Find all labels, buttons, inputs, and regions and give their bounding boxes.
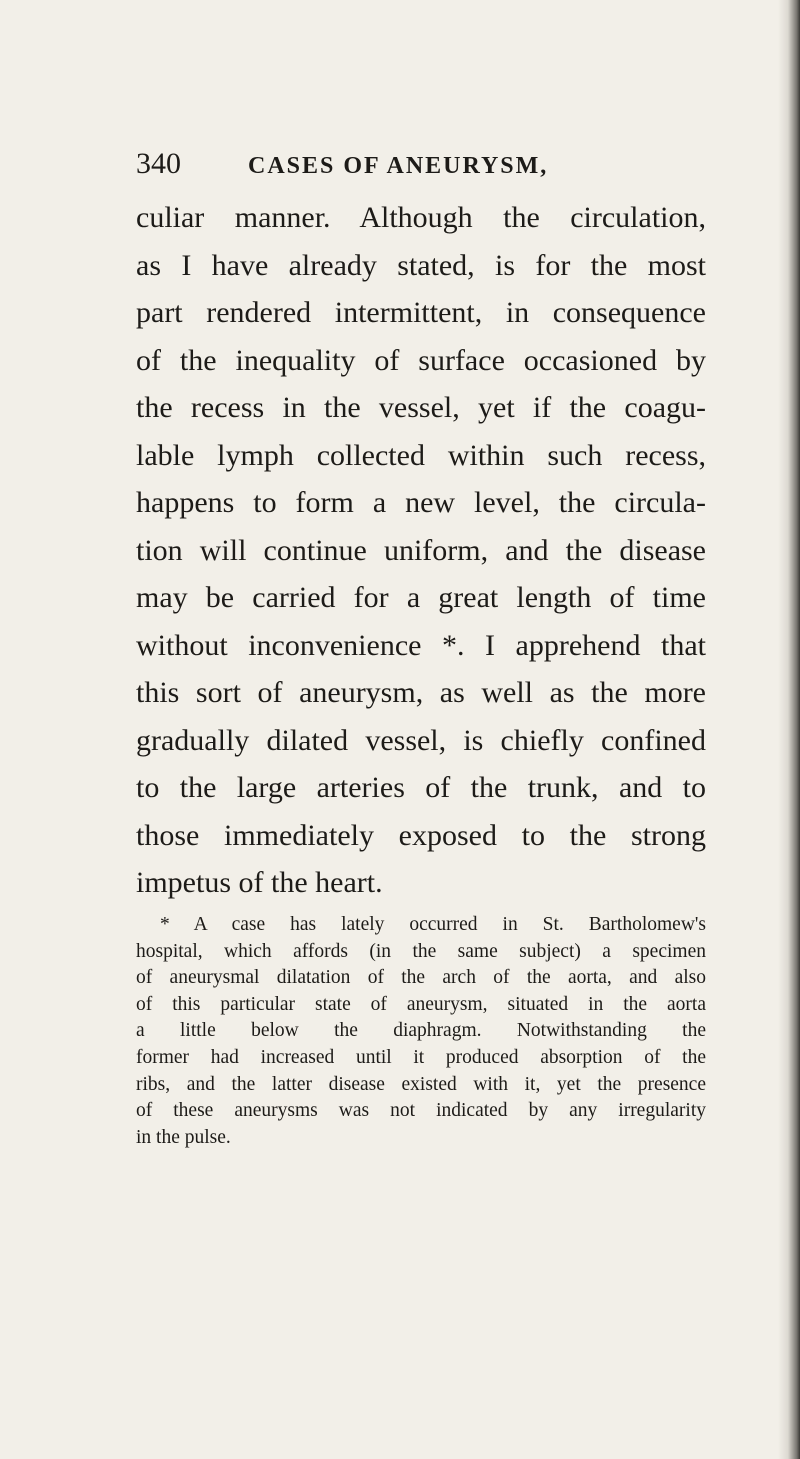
footnote-line: * A case has lately occurred in St. Bartholomew's [160,914,706,935]
running-head [136,147,696,187]
body-line: may be carried for a great length of time [136,581,706,614]
body-line: as I have already stated, is for the most [136,248,706,282]
footnote-line: in the pulse. [136,1126,231,1148]
body-line: impetus of the heart. [136,866,383,899]
body-line: lable lymph collected within such recess, [136,438,706,472]
footnote-line: former had increased until it produced absorption of the [136,1046,706,1068]
page-edge-shadow [778,0,800,1459]
footnote-line: hospital, which affords (in the same subject) a specimen [136,940,706,962]
body-line: the recess in the vessel, yet if the coagu- [136,391,706,424]
footnote-line: ribs, and the latter disease existed with it, yet the presence [136,1073,706,1095]
body-line: part rendered intermittent, in consequence [136,296,706,329]
footnote-line: of this particular state of aneurysm, situated in the aorta [136,993,706,1015]
footnote-line: of aneurysmal dilatation of the arch of the aorta, and also [136,967,706,989]
body-line: culiar manner. Although the circulation, [136,201,706,234]
footnote [136,912,706,1151]
body-text [136,194,706,907]
body-line: happens to form a new level, the circula- [136,486,706,519]
body-line: to the large arteries of the trunk, and to [136,771,706,804]
footnote-line: a little below the diaphragm. Notwithstanding the [136,1020,706,1042]
body-line: without inconvenience *. I apprehend that [136,628,706,662]
running-title: CASES OF ANEURYSM, [248,153,549,179]
body-line: those immediately exposed to the strong [136,818,706,852]
body-line: tion will continue uniform, and the disease [136,533,706,567]
footnote-line: of these aneurysms was not indicated by any irregularity [136,1100,706,1122]
body-line: this sort of aneurysm, as well as the more [136,676,706,709]
body-line: gradually dilated vessel, is chiefly confined [136,723,706,757]
page-number: 340 [136,147,181,180]
body-line: of the inequality of surface occasioned by [136,343,706,377]
